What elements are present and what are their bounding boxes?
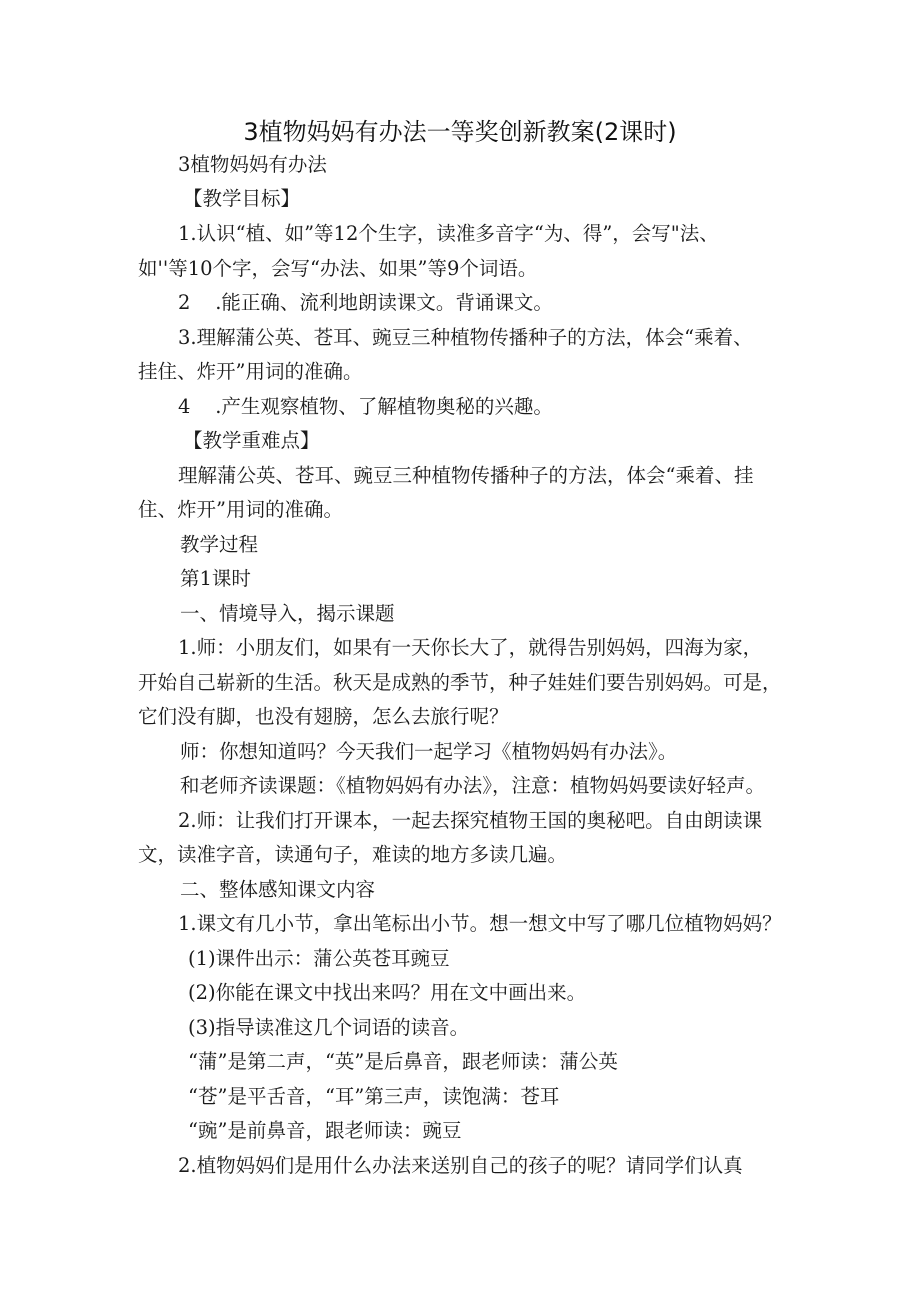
page-title: 3植物妈妈有办法一等奖创新教案(2课时): [243, 118, 677, 146]
paragraph-line: 3.理解蒲公英、苍耳、豌豆三种植物传播种子的方法，体会“乘着、: [178, 326, 753, 349]
paragraph-line: 2 .能正确、流利地朗读课文。背诵课文。: [178, 291, 553, 314]
paragraph-line: 开始自己崭新的生活。秋天是成熟的季节，种子娃娃们要告别妈妈。可是，: [138, 671, 782, 694]
list-item: (1)课件出示：蒲公英苍耳豌豆: [188, 947, 450, 970]
section-heading-process: 教学过程: [180, 533, 259, 556]
paragraph-line: 如''等10个字，会写“办法、如果”等9个词语。: [138, 257, 538, 280]
list-item: (2)你能在课文中找出来吗？用在文中画出来。: [188, 981, 587, 1004]
paragraph-line: “豌”是前鼻音，跟老师读：豌豆: [188, 1119, 462, 1142]
paragraph-line: 它们没有脚，也没有翅膀，怎么去旅行呢？: [138, 705, 509, 728]
paragraph-line: 4 .产生观察植物、了解植物奥秘的兴趣。: [178, 395, 553, 418]
paragraph-line: 和老师齐读课题：《植物妈妈有办法》，注意：植物妈妈要读好轻声。: [180, 774, 766, 797]
list-item: (3)指导读准这几个词语的读音。: [188, 1016, 470, 1039]
paragraph-line: 1.师：小朋友们，如果有一天你长大了，就得告别妈妈，四海为家，: [178, 636, 763, 659]
section-heading-objectives: 【教学目标】: [183, 187, 301, 210]
subtitle-line: 3植物妈妈有办法: [178, 153, 327, 176]
section-heading-lesson-1: 第1课时: [180, 567, 251, 590]
paragraph-line: 挂住、炸开”用词的准确。: [138, 360, 363, 383]
paragraph-line: “苍”是平舌音，“耳”第三声，读饱满：苍耳: [188, 1085, 560, 1108]
paragraph-line: 2.师：让我们打开课本，一起去探究植物王国的奥秘吧。自由朗读课: [178, 809, 763, 832]
section-heading-part-1: 一、情境导入，揭示课题: [180, 602, 395, 625]
paragraph-line: 文，读准字音，读通句子，难读的地方多读几遍。: [138, 843, 568, 866]
paragraph-line: 师：你想知道吗？今天我们一起学习《植物妈妈有办法》。: [180, 740, 678, 763]
paragraph-line: 2.植物妈妈们是用什么办法来送别自己的孩子的呢？请同学们认真: [178, 1154, 743, 1177]
section-heading-key-points: 【教学重难点】: [183, 429, 320, 452]
paragraph-line: 住、炸开”用词的准确。: [138, 498, 343, 521]
paragraph-line: “蒲”是第二声，“英”是后鼻音，跟老师读：蒲公英: [188, 1050, 618, 1073]
paragraph-line: 1.课文有几小节，拿出笔标出小节。想一想文中写了哪几位植物妈妈？: [178, 912, 782, 935]
paragraph-line: 1.认识“植、如”等12个生字，读准多音字“为、得”，会写"法、: [178, 222, 719, 245]
paragraph-line: 理解蒲公英、苍耳、豌豆三种植物传播种子的方法，体会“乘着、挂: [178, 464, 754, 487]
section-heading-part-2: 二、整体感知课文内容: [180, 878, 376, 901]
